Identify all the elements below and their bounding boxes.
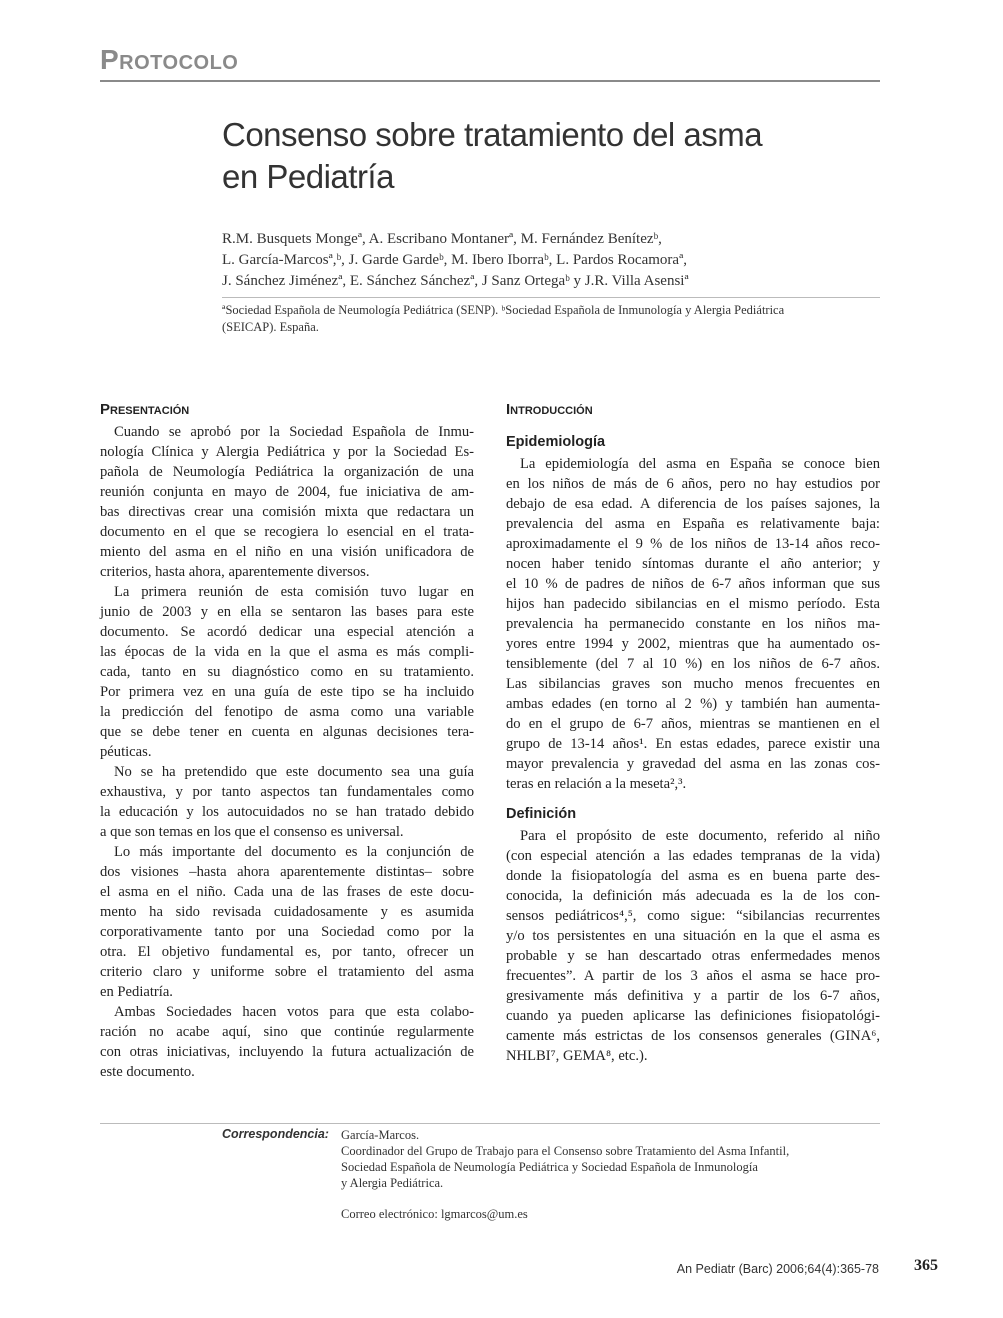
author-line: J. Sánchez Jiménezª, E. Sánchez Sánchezª, J Sanz Ortegaᵇ y J.R. Villa Asensiª xyxy=(222,273,689,289)
paragraph-line: debajo de esa edad. A diferencia de los países sajones, la xyxy=(506,496,880,512)
paragraph-line: NHLBI⁷, GEMA⁸, etc.). xyxy=(506,1048,648,1064)
paragraph-line: No se ha pretendido que este documento sea una guía xyxy=(114,764,474,780)
paragraph-line: (con especial atención a las edades tempranas de la vida) xyxy=(506,848,880,864)
subsection-heading: Definición xyxy=(506,806,577,822)
section-label: Protocolo xyxy=(100,44,239,75)
paragraph-line: la predicción del fenotipo de asma como una variable xyxy=(100,704,474,720)
paragraph-line: teras en relación a la meseta²,³. xyxy=(506,776,687,792)
paragraph-line: exhaustiva, y por tanto aspectos tan fundamentales como xyxy=(100,784,474,800)
affiliation-line: (SEICAP). España. xyxy=(222,320,319,334)
paragraph-line: La primera reunión de esta comisión tuvo lugar en xyxy=(114,584,474,600)
subsection-heading: Epidemiología xyxy=(506,434,606,450)
header-rule xyxy=(100,80,880,82)
section-heading-presentacion: Presentación xyxy=(100,401,190,418)
paragraph-line: corporativamente tanto por una Sociedad como por la xyxy=(100,924,474,940)
affiliation-line: ªSociedad Española de Neumología Pediátrica (SENP). ᵇSociedad Española de Inmunología y Alergia Pediátrica xyxy=(222,303,785,317)
correspondence-line: Sociedad Española de Neumología Pediátrica y Sociedad Española de Inmunología xyxy=(341,1160,758,1174)
article-title xyxy=(222,114,862,198)
author-line: L. García-Marcosª,ᵇ, J. Garde Gardeᵇ, M. Ibero Iborraᵇ, L. Pardos Rocamoraª, xyxy=(222,252,687,268)
paragraph-line: dos visiones –hasta ahora aparentemente distintas– sobre xyxy=(100,864,474,880)
paragraph-line: frecuentes”. A partir de los 3 años el asma se hace pro- xyxy=(506,968,880,984)
paragraph-gap xyxy=(506,422,880,432)
paragraph-line: y/o tos persistentes en una situación en la que el asma es xyxy=(506,928,880,944)
paragraph-line: miento del asma en el niño en una visión unificadora de xyxy=(100,544,474,560)
paragraph-line: Ambas Sociedades hacen votos para que esta colabo- xyxy=(114,1004,474,1020)
paragraph-line: hijos han padecido sibilancias en el mismo período. Esta xyxy=(506,596,880,612)
paragraph-line: reunión conjunta en mayo de 2004, fue iniciativa de am- xyxy=(100,484,474,500)
paragraph-line: ración no acabe aquí, sino que continúe regularmente xyxy=(100,1024,474,1040)
paragraph-gap xyxy=(506,794,880,804)
paragraph-line: gresivamente más definitiva y a partir de los 6-7 años, xyxy=(506,988,880,1004)
title-line: en Pediatría xyxy=(222,158,394,195)
paragraph-line: mayor prevalencia y gravedad del asma en las zonas cos- xyxy=(506,756,880,772)
paragraph-line: tensiblemente (del 7 al 10 %) en los niños de 6-7 años. xyxy=(506,656,880,672)
paragraph-line: criterios, hasta ahora, aparentemente diversos. xyxy=(100,564,370,580)
paragraph-line: grupo de 13-14 años¹. En estas edades, parece existir una xyxy=(506,736,880,752)
paragraph-line: con otras iniciativas, incluyendo la futura actualización de xyxy=(100,1044,474,1060)
authors-divider xyxy=(222,297,880,298)
paragraph-line: aproximadamente el 9 % de los niños de 13-14 años reco- xyxy=(506,536,880,552)
paragraph-line: Para el propósito de este documento, referido al niño xyxy=(520,828,880,844)
left-column xyxy=(100,400,474,1082)
paragraph-line: nocen haber tenido síntomas durante el año anterior; y xyxy=(506,556,880,572)
paragraph-line: documento. Se acordó dedicar una especial atención a xyxy=(100,624,474,640)
paragraph-line: Cuando se aprobó por la Sociedad Española de Inmu- xyxy=(114,424,474,440)
paragraph-line: mento ha sido revisada cuidadosamente y es asumida xyxy=(100,904,474,920)
paragraph-line: conocida, la definición más adecuada es la de los con- xyxy=(506,888,880,904)
author-line: R.M. Busquets Mongeª, A. Escribano Montanerª, M. Fernández Benítezᵇ, xyxy=(222,231,662,247)
paragraph-line: en Pediatría. xyxy=(100,984,173,1000)
paragraph-line: otra. El objetivo fundamental es, por tanto, ofrecer un xyxy=(100,944,474,960)
paragraph-line: este documento. xyxy=(100,1064,195,1080)
paragraph-line: en los niños de más de 6 años, pero no hay estudios por xyxy=(506,476,880,492)
correspondence-line: García-Marcos. xyxy=(341,1128,420,1142)
paragraph-line: el 10 % de padres de niños de 6-7 años informan que sus xyxy=(506,576,880,592)
paragraph-line: donde la fisiopatología del asma es en buena parte des- xyxy=(506,868,880,884)
paragraph-line: cada, tanto en su diagnóstico como en su tratamiento. xyxy=(100,664,474,680)
right-column xyxy=(506,400,880,1066)
paragraph-line: sensos pediátricos⁴,⁵, como sigue: “sibilancias recurrentes xyxy=(506,908,880,924)
paragraph-line: probable y se han descartado otras enfermedades menos xyxy=(506,948,880,964)
paragraph-line: Las sibilancias graves son mucho menos frecuentes en xyxy=(506,676,880,692)
correspondence-label: Correspondencia: xyxy=(222,1127,329,1141)
paragraph-line: yores entre 1994 y 2002, mientras que ha aumentado os- xyxy=(506,636,880,652)
correspondence-text xyxy=(341,1127,881,1191)
paragraph-line: que se debe tener en cuenta en algunas decisiones tera- xyxy=(100,724,474,740)
correspondence-line: Coordinador del Grupo de Trabajo para el Consenso sobre Tratamiento del Asma Infantil, xyxy=(341,1144,790,1158)
journal-citation: An Pediatr (Barc) 2006;64(4):365-78 xyxy=(676,1262,879,1276)
paragraph-line: Lo más importante del documento es la conjunción de xyxy=(114,844,474,860)
paragraph-line: junio de 2003 y en ella se sentaron las bases para este xyxy=(100,604,474,620)
paragraph-line: Por primera vez en una guía de este tipo se ha incluido xyxy=(100,684,474,700)
paragraph-line: La epidemiología del asma en España se conoce bien xyxy=(520,456,880,472)
paragraph-line: criterio claro y uniforme sobre el tratamiento del asma xyxy=(100,964,474,980)
section-heading-introduccion: Introducción xyxy=(506,401,593,418)
paragraph-line: camente más estrictas de los consensos generales (GINA⁶, xyxy=(506,1028,880,1044)
paragraph-line: el asma en el niño. Cada una de las frases de este docu- xyxy=(100,884,474,900)
paragraph-line: nología Clínica y Alergia Pediátrica y por la Sociedad Es- xyxy=(100,444,474,460)
paragraph-line: ambas edades (en torno al 2 %) y también han aumenta- xyxy=(506,696,880,712)
paragraph-line: a que son temas en los que el consenso es universal. xyxy=(100,824,404,840)
paragraph-line: péuticas. xyxy=(100,744,152,760)
paragraph-line: documento en el que se recogiera lo esencial en el trata- xyxy=(100,524,474,540)
page-number: 365 xyxy=(914,1257,938,1274)
paragraph-line: las épocas de la vida en la que el asma es más compli- xyxy=(100,644,474,660)
paragraph-line: prevalencia ha permanecido constante en los niños ma- xyxy=(506,616,880,632)
paragraph-line: pañola de Neumología Pediátrica la organización de una xyxy=(100,464,474,480)
paragraph-line: prevalencia del asma en España es relativamente baja: xyxy=(506,516,880,532)
paragraph-line: do en el grupo de 6-7 años, mientras se mantienen en el xyxy=(506,716,880,732)
paragraph-line: cuando ya pueden aplicarse las definiciones fisiopatológi- xyxy=(506,1008,880,1024)
correspondence-email[interactable]: Correo electrónico: lgmarcos@um.es xyxy=(341,1207,528,1221)
paragraph-line: bas directivas crear una comisión mixta que redactara un xyxy=(100,504,474,520)
affiliations xyxy=(222,302,882,336)
correspondence-line: y Alergia Pediátrica. xyxy=(341,1176,444,1190)
footnote-divider xyxy=(100,1123,880,1124)
paragraph-line: la educación y los autocuidados no se han tratado debido xyxy=(100,804,474,820)
author-list xyxy=(222,229,882,292)
title-line: Consenso sobre tratamiento del asma xyxy=(222,116,763,153)
